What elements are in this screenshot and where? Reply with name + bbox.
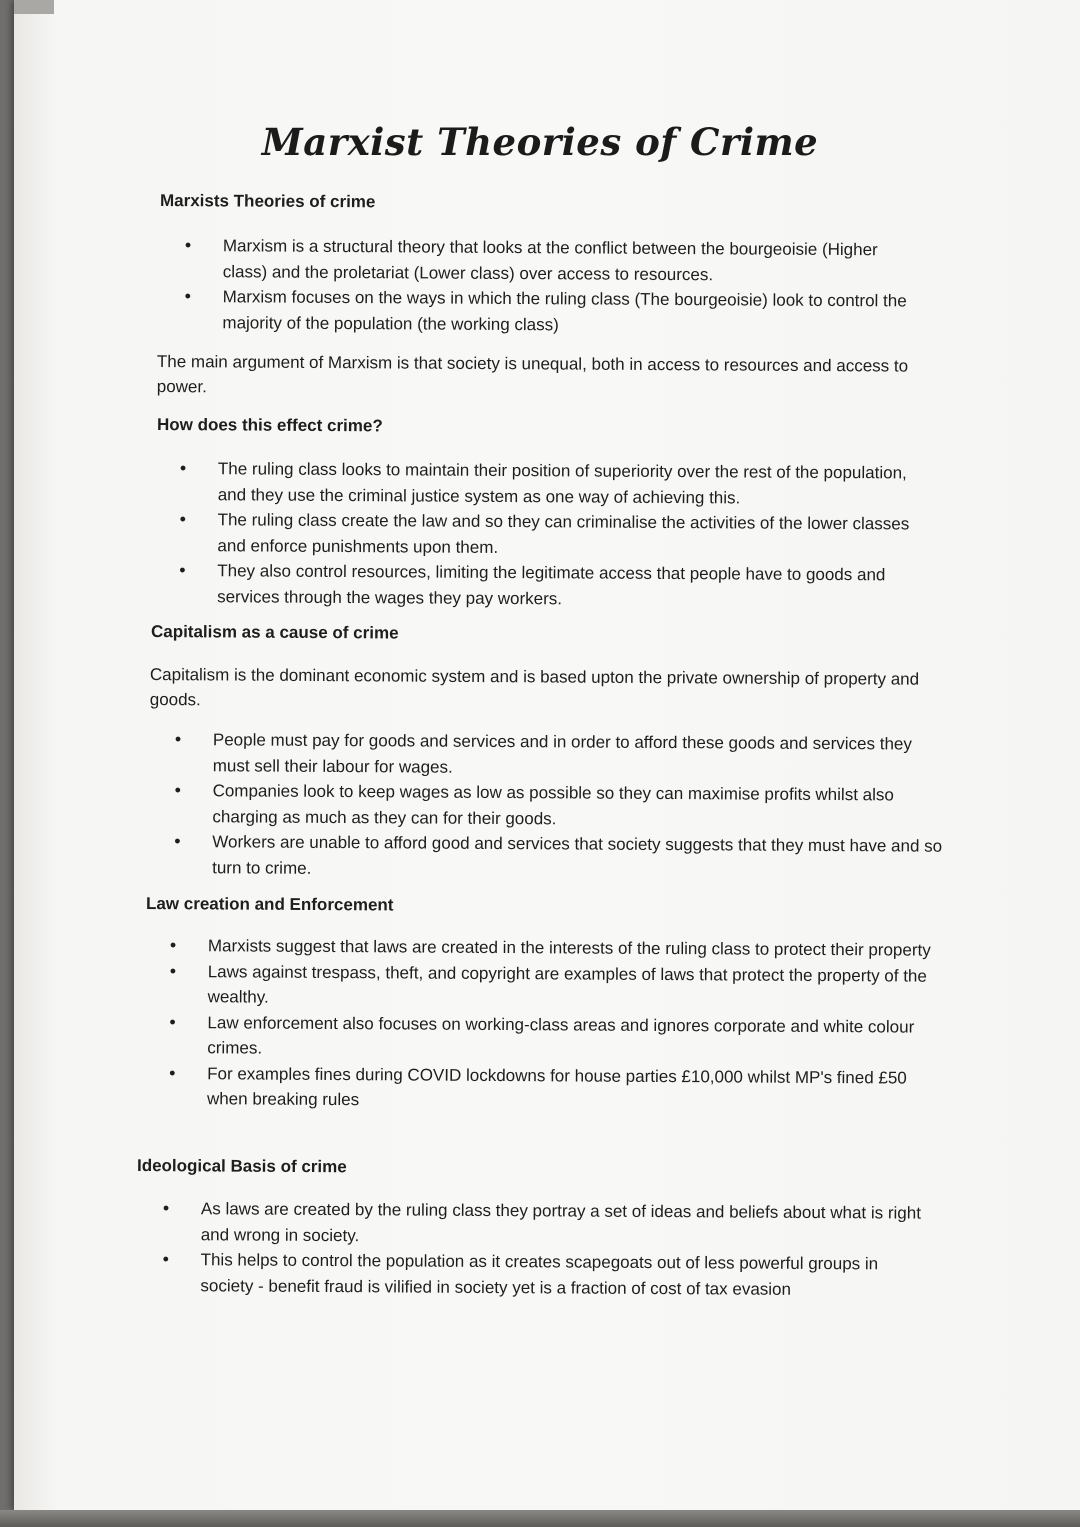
page-title: Marxist Theories of Crime xyxy=(261,120,819,164)
list-item: • The ruling class create the law and so they can criminalise the activities of the lower classes and enforce punishments upon them. xyxy=(179,507,924,563)
list-item: • The ruling class looks to maintain their position of superiority over the rest of the population, and they use the criminal justice system as one way of achieving this. xyxy=(180,456,925,512)
section-heading-capitalism: Capitalism as a cause of crime xyxy=(150,622,399,643)
section-heading-ideological: Ideological Basis of crime xyxy=(136,1156,347,1177)
effect-bullet-list xyxy=(179,456,925,614)
list-item: • People must pay for goods and services and in order to afford these goods and services they must sell their labour for wages. xyxy=(175,727,945,783)
marxists-bullet-list xyxy=(184,233,925,340)
list-item: • As laws are created by the ruling class they portray a set of ideas and beliefs about what is right and wrong in society. xyxy=(163,1196,933,1252)
section-heading-marxists: Marxists Theories of crime xyxy=(159,191,376,212)
list-item: • They also control resources, limiting the legitimate access that people have to goods and services through the wages they pay workers. xyxy=(179,558,924,614)
list-item: • Marxism is a structural theory that looks at the conflict between the bourgeoisie (Higher class) and the proletariat (Lower class) over access to resources. xyxy=(185,233,925,289)
list-item: • Law enforcement also focuses on working-class areas and ignores corporate and white colour crimes. xyxy=(169,1009,934,1065)
law-bullet-list xyxy=(169,933,935,1116)
list-item: • Companies look to keep wages as low as possible so they can maximise profits whilst also charging as much as they can for their goods. xyxy=(174,778,944,834)
ideological-bullet-list xyxy=(162,1196,933,1303)
capitalism-bullet-list xyxy=(174,727,945,885)
list-item: • For examples fines during COVID lockdowns for house parties £10,000 whilst MP's fined £50 when breaking rules xyxy=(169,1060,934,1116)
section-heading-law: Law creation and Enforcement xyxy=(145,894,394,915)
paper-corner xyxy=(14,0,54,14)
list-item: • Marxism focuses on the ways in which the ruling class (The bourgeoisie) look to control the majority of the population (the working class) xyxy=(184,284,924,340)
capitalism-paragraph: Capitalism is the dominant economic system and is based upton the private ownership of property and goods. xyxy=(149,664,920,710)
list-item: • Workers are unable to afford good and services that society suggests that they must have and so turn to crime. xyxy=(174,829,944,885)
list-item: • Marxists suggest that laws are created in the interests of the ruling class to protect their property xyxy=(170,933,935,963)
section-heading-effect: How does this effect crime? xyxy=(156,415,383,436)
main-argument-paragraph: The main argument of Marxism is that society is unequal, both in access to resources and access to power. xyxy=(156,351,909,397)
paper-bottom-edge xyxy=(0,1510,1080,1527)
list-item: • This helps to control the population as it creates scapegoats out of less powerful groups in society - benefit fraud is vilified in society yet is a fraction of cost of tax evasion xyxy=(162,1247,932,1303)
list-item: • Laws against trespass, theft, and copyright are examples of laws that protect the property of the wealthy. xyxy=(170,958,935,1014)
